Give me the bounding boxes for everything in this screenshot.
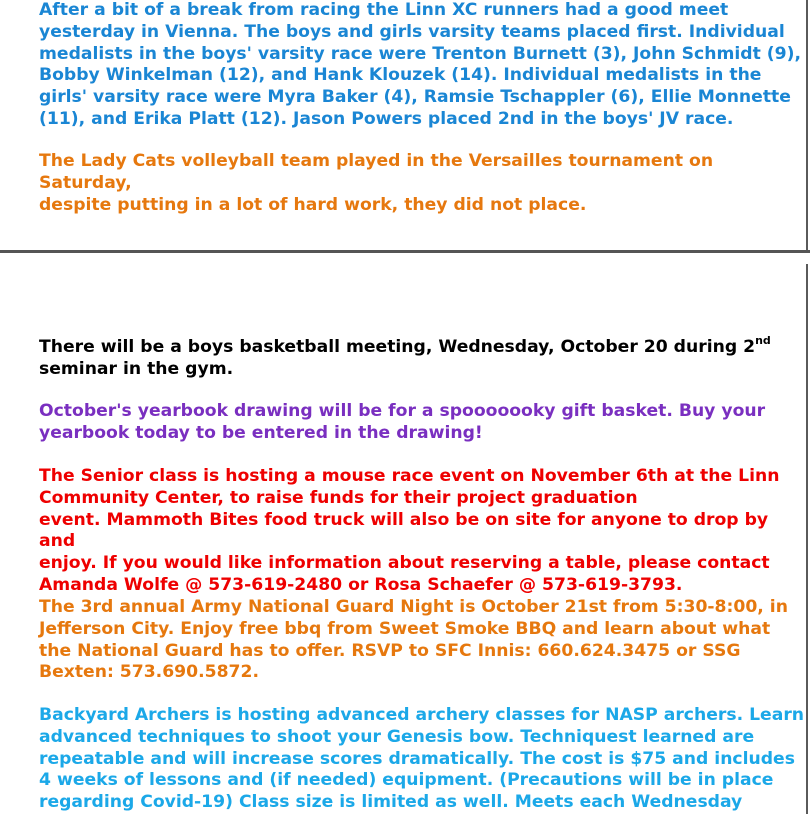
ordinal-suffix: nd <box>755 334 771 348</box>
page-separator <box>0 250 810 264</box>
yearbook-paragraph: October's yearbook drawing will be for a spooooooky gift basket. Buy your yearbook today to be entered in the drawing! <box>39 401 766 443</box>
basketball-meeting-text: There will be a boys basketball meeting, Wednesday, October 20 during 2 <box>39 337 756 357</box>
volleyball-paragraph: The Lady Cats volleyball team played in the Versailles tournament on Saturday, despite putting in a lot of hard work, they did not place. <box>39 151 714 215</box>
xc-report-paragraph: After a bit of a break from racing the Linn XC runners had a good meet yesterday in Vienna. The boys and girls varsity teams placed first. Individual medalists in the boys' varsity race were Trenton Burnett (3), John Schmidt (9), Bobby Winkelman (12), and Hank Klouzek (14). Individual medalists in the girls' varsity race were Myra Baker (4), Ramsie Tschappler (6), Ellie Monnette (11), and Erika Platt (12). Jason Powers placed 2nd in the boys' JV race. <box>39 0 801 129</box>
document-page-2 <box>0 264 808 814</box>
national-guard-paragraph: The 3rd annual Army National Guard Night is October 21st from 5:30-8:00, in Jefferson City. Enjoy free bbq from Sweet Smoke BBQ and learn about what the National Guard has to offer. RSVP to SFC Innis: 660.624.3475 or SSG Bexten: 573.690.5872. <box>39 597 788 683</box>
document-page-1 <box>0 0 808 250</box>
basketball-meeting-paragraph <box>39 334 771 381</box>
mouse-race-paragraph: The Senior class is hosting a mouse race event on November 6th at the Linn Community Center, to raise funds for their project graduation event. Mammoth Bites food truck will also be on site for anyone to drop by and enjoy. If you would like information about reserving a table, please contact Amanda Wolfe @ 573-619-2480 or Rosa Schaefer @ 573-619-3793. <box>39 466 780 595</box>
basketball-meeting-text-end: seminar in the gym. <box>39 358 234 379</box>
archery-paragraph: Backyard Archers is hosting advanced archery classes for NASP archers. Learn advanced techniques to shoot your Genesis bow. Techniquest learned are repeatable and will increase scores dramatically. The cost is $75 and includes 4 weeks of lessons and (if needed) equipment. (Precautions will be in place regarding Covid-19) Class size is limited as well. Meets each Wednesday <box>39 705 805 813</box>
